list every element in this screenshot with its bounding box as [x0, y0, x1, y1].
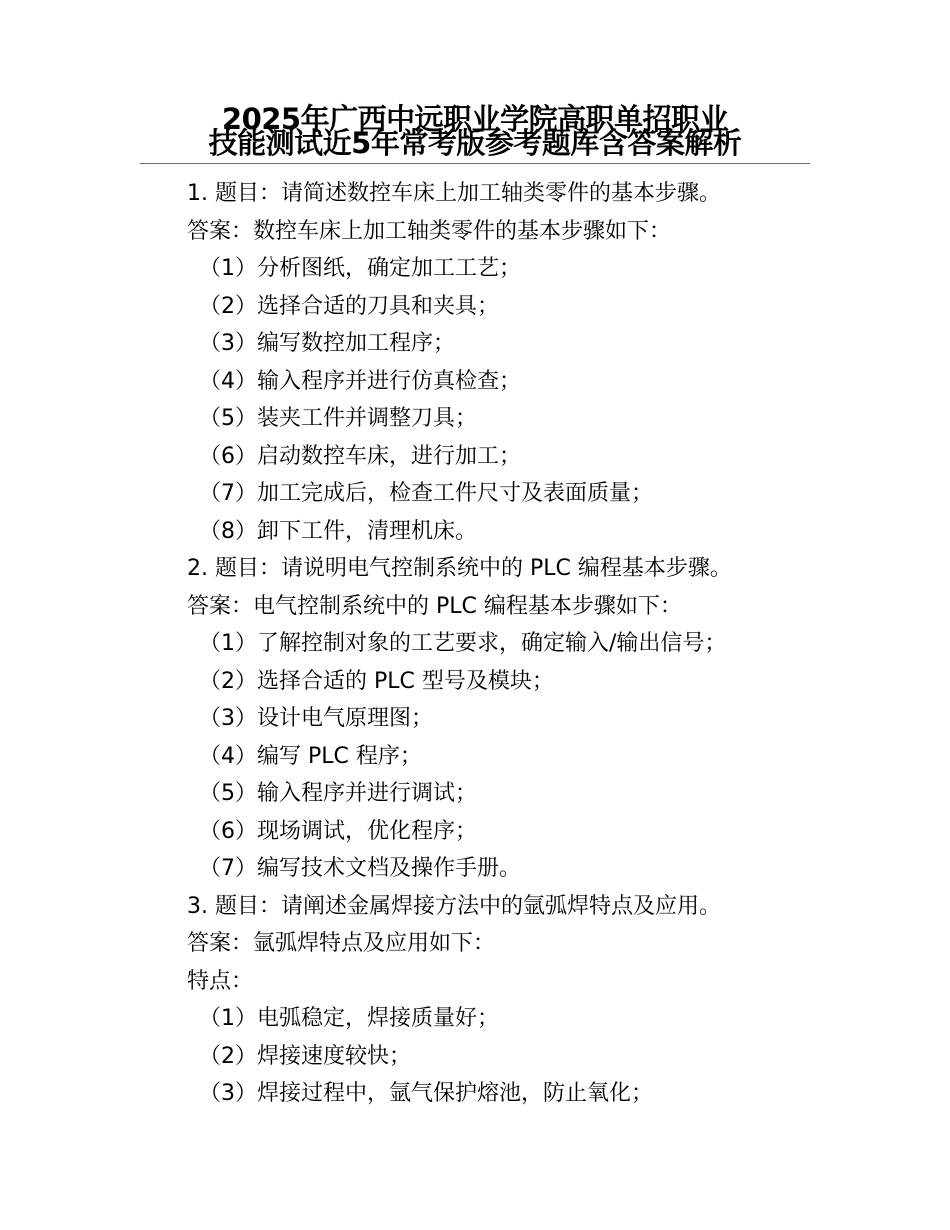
list-item: （7）编写技术文档及操作手册。 [199, 856, 521, 881]
list-item: （4）编写 PLC 程序； [199, 743, 422, 769]
document-body [187, 175, 927, 1113]
list-item: （2）焊接速度较快； [199, 1043, 411, 1069]
list-item: （3）设计电气原理图； [199, 706, 433, 731]
paragraph-line: 2. 题目：请说明电气控制系统中的 PLC 编程基本步骤。 [187, 556, 732, 581]
list-item: （1）电弧稳定，焊接质量好； [199, 1006, 499, 1031]
list-item: （3）焊接过程中，氩气保护熔池，防止氧化； [199, 1081, 653, 1106]
list-item: （7）加工完成后，检查工件尺寸及表面质量； [199, 481, 653, 506]
list-item: （2）选择合适的 PLC 型号及模块； [199, 668, 554, 694]
paragraph-line: 答案：数控车床上加工轴类零件的基本步骤如下： [187, 218, 672, 244]
list-item: （4）输入程序并进行仿真检查； [199, 368, 521, 394]
list-item: （8）卸下工件，清理机床。 [199, 518, 477, 544]
list-item: （5）装夹工件并调整刀具； [199, 406, 477, 431]
list-item: （1）分析图纸，确定加工工艺； [199, 256, 521, 281]
title-line-1: 2025年广西中远职业学院高职单招职业 [221, 102, 729, 136]
list-item: （6）现场调试，优化程序； [199, 818, 477, 844]
list-item: （1）了解控制对象的工艺要求，确定输入/输出信号； [199, 631, 727, 656]
list-item: （6）启动数控车床，进行加工； [199, 443, 521, 469]
document-title [140, 100, 810, 164]
title-underline [140, 163, 810, 164]
paragraph-line: 特点： [187, 968, 254, 994]
list-item: （2）选择合适的刀具和夹具； [199, 293, 499, 319]
paragraph-line: 1. 题目：请简述数控车床上加工轴类零件的基本步骤。 [187, 181, 721, 206]
paragraph-line: 3. 题目：请阐述金属焊接方法中的氩弧焊特点及应用。 [187, 893, 721, 919]
paragraph-line: 答案：氩弧焊特点及应用如下： [187, 931, 496, 956]
title-line-2: 技能测试近5年常考版参考题库含答案解析 [208, 126, 742, 160]
paragraph-line: 答案：电气控制系统中的 PLC 编程基本步骤如下： [187, 593, 682, 619]
list-item: （3）编写数控加工程序； [199, 331, 455, 356]
list-item: （5）输入程序并进行调试； [199, 781, 477, 806]
